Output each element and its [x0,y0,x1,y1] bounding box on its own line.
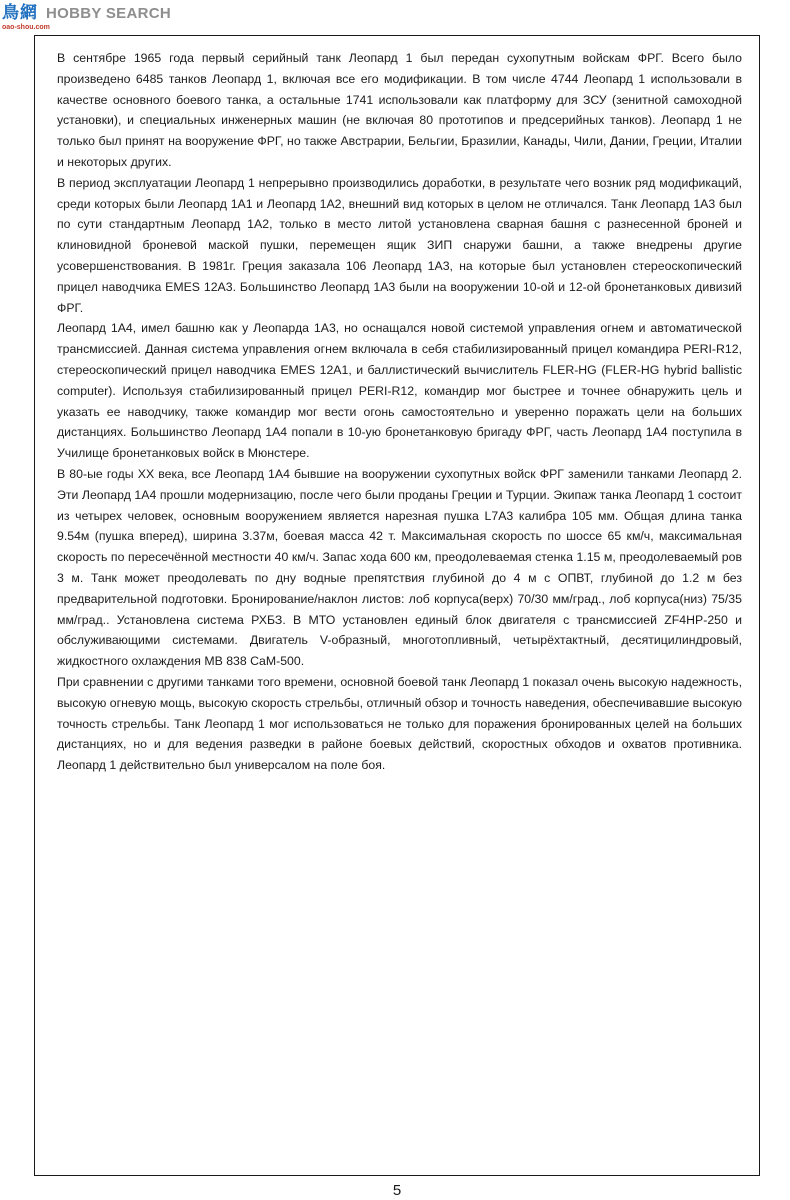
watermark-site-name: HOBBY SEARCH [46,5,172,22]
paragraph-specifications: В 80-ые годы XX века, все Леопард 1А4 бывшие на вооружении сухопутных войск ФРГ заменили танками Леопард 2. Эти Леопард 1А4 прошли модернизацию, после чего были проданы Греции и Турции. Экипаж танка Леопард 1 состоит из четырех человек, основным вооружением является нарезная пушка L7A3 калибра 105 мм. Общая длина танка 9.54м (пушка вперед), ширина 3.37м, боевая масса 42 т. Максимальная скорость по шоссе 65 км/ч, максимальная скорость по пересечённой местности 40 км/ч. Запас хода 600 км, преодолеваемая стенка 1.15 м, преодолеваемый ров 3 м. Танк может преодолевать по дну водные препятствия глубиной до 4 м с ОПВТ, глубиной до 1.2 м без предварительной подготовки. Бронирование/наклон листов: лоб корпуса(верх) 70/30 мм/град., лоб корпуса(низ) 75/35 мм/град.. Установлена система РХБЗ. В МТО установлен единый блок двигателя с трансмиссией ZF4HP-250 и обслуживающими системами. Двигатель V-образный, многотопливный, четырёхтактный, десятицилиндровый, жидкостного охлаждения MB 838 CaM-500. [57,466,742,669]
paragraph-production-history: В сентябре 1965 года первый серийный танк Леопард 1 был передан сухопутным войскам ФРГ. Всего было произведено 6485 танков Леопард 1, включая все его модификации. В том числе 4744 Леопард 1 использовали в качестве основного боевого танка, а остальные 1741 использовали как платформу для ЗСУ (зенитной самоходной установки), и специальных инженерных машин (не включая 80 прототипов и предсерийных танков). Леопард 1 не только был принят на вооружение ФРГ, но также Австрарии, Бельгии, Бразилии, Канады, Чили, Дании, Греции, Италии и некоторых других. [57,51,742,169]
page-number: 5 [392,1182,402,1199]
watermark-logo [2,3,172,35]
paragraph-modifications-1a3: В период эксплуатации Леопард 1 непрерывно производились доработки, в результате чего возник ряд модификаций, среди которых были Леопард 1А1 и Леопард 1А2, внешний вид которых в целом не отличался. Танк Леопард 1А3 был по сути стандартным Леопард 1А2, только в место литой установлена сварная башня с разнесенной броней и клиновидной броневой маской пушки, перемещен ящик ЗИП снаружи башни, а также внедрены другие усовершенствования. В 1981г. Греция заказала 106 Леопард 1А3, на которые был установлен стереоскопический прицел наводчика EMES 12A3. Большинство Леопард 1А3 были на вооружении 10-ой и 12-ой бронетанковых дивизий ФРГ. [57,175,742,315]
watermark-url: oao-shou.com [2,24,50,31]
watermark-logo-glyphs: 鳥網 [2,3,38,23]
paragraph-conclusion: При сравнении с другими танками того времени, основной боевой танк Леопард 1 показал очень высокую надежность, высокую огневую мощь, высокую скорость стрельбы, отличный обзор и точность наведения, обеспечивавшие высокую точность стрельбы. Танк Леопард 1 мог использоваться не только для поражения бронированных целей на больших дистанциях, но и для ведения разведки в районе боевых действий, скоростных обходов и охватов противника. Леопард 1 действительно был универсалом на поле боя. [57,674,742,773]
paragraph-modification-1a4: Леопард 1А4, имел башню как у Леопарда 1А3, но оснащался новой системой управления огнем и автоматической трансмиссией. Данная система управления огнем включала в себя стабилизированный прицел командира PERI-R12, стереоскопический прицел наводчика EMES 12A1, и баллистический вычислитель FLER-HG (FLER-HG hybrid ballistic computer). Используя стабилизированный прицел PERI-R12, командир мог быстрее и точнее обнаружить цель и указать ее наводчику, также командир мог вести огонь самостоятельно и уверенно поражать цели на больших дистанциях. Большинство Леопард 1А4 попали в 10-ую бронетанковую бригаду ФРГ, часть Леопард 1А4 поступила в Училище бронетанковых войск в Мюнстере. [57,321,742,461]
article-body [57,48,742,776]
